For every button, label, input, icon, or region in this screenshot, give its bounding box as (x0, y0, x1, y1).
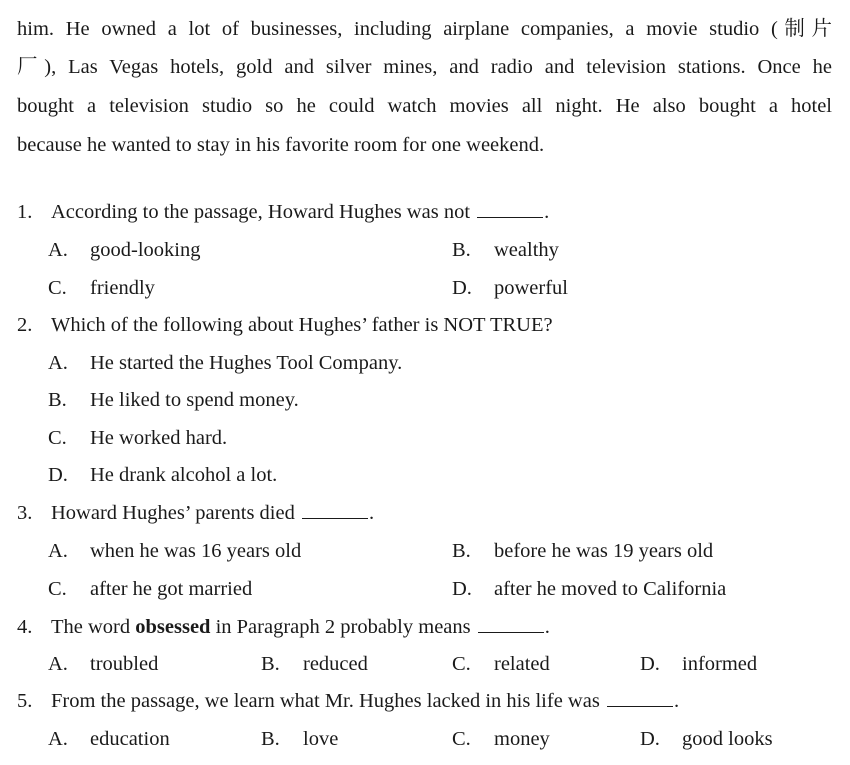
question-number: 4. (17, 616, 33, 638)
option-letter: C. (48, 427, 67, 449)
option-letter: B. (261, 653, 280, 675)
question-2-stem (17, 315, 553, 336)
question-text: According to the passage, Howard Hughes was not (51, 201, 471, 223)
question-text: Which of the following about Hughes’ father is NOT TRUE? (51, 314, 553, 336)
option-text: informed (682, 653, 758, 675)
option-3c (48, 579, 252, 600)
option-letter: A. (48, 653, 68, 675)
option-letter: C. (48, 277, 67, 299)
option-text: love (303, 728, 339, 750)
question-number: 1. (17, 201, 33, 223)
option-letter: B. (452, 540, 471, 562)
option-4a (48, 654, 158, 675)
option-text: money (494, 728, 550, 750)
option-3d (452, 579, 726, 600)
question-text: From the passage, we learn what Mr. Hughes lacked in his life was (51, 690, 600, 712)
option-2c (48, 428, 227, 449)
option-letter: D. (640, 653, 660, 675)
question-number: 5. (17, 690, 33, 712)
option-letter: A. (48, 239, 68, 261)
option-text: He worked hard. (90, 427, 228, 449)
option-text: troubled (90, 653, 159, 675)
option-text: powerful (494, 277, 569, 299)
option-4d (640, 654, 757, 675)
answer-blank (478, 618, 544, 633)
option-letter: A. (48, 352, 68, 374)
answer-blank (607, 692, 673, 707)
option-1b (452, 240, 559, 261)
option-text: He started the Hughes Tool Company. (90, 352, 403, 374)
option-3a (48, 541, 301, 562)
option-1d (452, 278, 568, 299)
option-letter: A. (48, 728, 68, 750)
option-letter: B. (452, 239, 471, 261)
question-punctuation: . (544, 201, 550, 223)
option-2b (48, 390, 299, 411)
question-text-continued: in Paragraph 2 probably means (215, 616, 471, 638)
option-5b (261, 729, 338, 750)
question-number: 3. (17, 502, 33, 524)
option-5d (640, 729, 773, 750)
option-text: after he got married (90, 578, 253, 600)
option-5c (452, 729, 550, 750)
option-letter: D. (452, 578, 472, 600)
question-4-stem (17, 617, 550, 638)
passage-line-3: bought a television studio so he could watch movies all night. He also bought a hotel (17, 95, 832, 117)
answer-blank (477, 203, 543, 218)
passage-line-4: because he wanted to stay in his favorite room for one weekend. (17, 134, 545, 156)
passage-line-2: 厂), Las Vegas hotels, gold and silver mines, and radio and television stations. Once he (17, 56, 832, 78)
option-4c (452, 654, 550, 675)
option-text: education (90, 728, 170, 750)
option-text: good looks (682, 728, 773, 750)
question-5-stem (17, 691, 679, 712)
question-3-stem (17, 503, 374, 524)
option-text: reduced (303, 653, 368, 675)
option-letter: D. (452, 277, 472, 299)
option-letter: B. (261, 728, 280, 750)
question-text: The word (51, 616, 131, 638)
option-1c (48, 278, 155, 299)
option-text: related (494, 653, 550, 675)
option-letter: C. (452, 653, 471, 675)
option-text: before he was 19 years old (494, 540, 714, 562)
option-letter: B. (48, 389, 67, 411)
option-letter: D. (48, 464, 68, 486)
question-text: Howard Hughes’ parents died (51, 502, 295, 524)
option-letter: A. (48, 540, 68, 562)
option-letter: C. (452, 728, 471, 750)
option-2d (48, 465, 277, 486)
option-1a (48, 240, 200, 261)
option-text: good-looking (90, 239, 201, 261)
option-4b (261, 654, 368, 675)
question-number: 2. (17, 314, 33, 336)
option-text: He liked to spend money. (90, 389, 299, 411)
passage-line-1: him. He owned a lot of businesses, including airplane companies, a movie studio (制片 (17, 18, 832, 40)
answer-blank (302, 504, 368, 519)
option-letter: C. (48, 578, 67, 600)
question-keyword: obsessed (135, 616, 211, 638)
option-2a (48, 353, 402, 374)
question-punctuation: . (368, 502, 375, 524)
option-text: wealthy (494, 239, 559, 261)
option-letter: D. (640, 728, 660, 750)
question-punctuation: . (673, 690, 680, 712)
option-text: after he moved to California (494, 578, 727, 600)
option-text: He drank alcohol a lot. (90, 464, 278, 486)
question-1-stem (17, 202, 549, 223)
option-5a (48, 729, 170, 750)
option-text: when he was 16 years old (90, 540, 302, 562)
question-punctuation: . (544, 616, 550, 638)
option-3b (452, 541, 713, 562)
option-text: friendly (90, 277, 155, 299)
